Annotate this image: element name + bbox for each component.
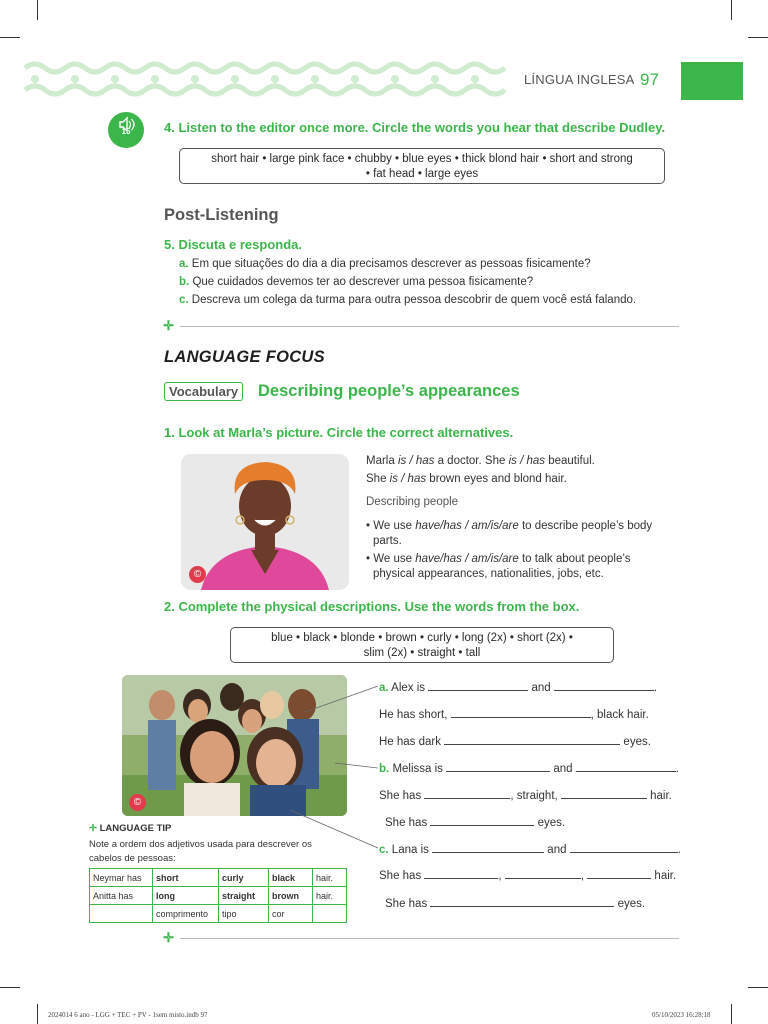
print-footer-right: 05/10/2023 16:28:18: [652, 1011, 711, 1019]
table-row: Anitta has long straight brown hair.: [90, 887, 347, 905]
audio-track-number: 15: [121, 127, 131, 136]
alt-choice[interactable]: is / has: [508, 455, 545, 467]
q5-item-b: b. Que cuidados devemos ter ao descrever uma pessoa fisicamente?: [179, 276, 534, 288]
q2-c-line-1: c. Lana is and .: [379, 841, 681, 856]
answer-blank[interactable]: [428, 679, 528, 691]
answer-blank[interactable]: [570, 841, 678, 853]
plus-icon: ✛: [163, 930, 174, 945]
language-tip-heading: ✛ LANGUAGE TIP: [89, 823, 172, 834]
answer-blank[interactable]: [430, 895, 614, 907]
table-row: comprimento tipo cor: [90, 905, 347, 923]
note-bullet: • We use have/has / am/is/are to describe people’s body: [366, 520, 653, 532]
alt-choice[interactable]: is / has: [397, 455, 435, 467]
q2-c-line-3: She has eyes.: [385, 895, 645, 910]
section-label: LÍNGUA INGLESA: [524, 72, 635, 87]
vocabulary-tag: Vocabulary: [164, 382, 243, 401]
answer-blank[interactable]: [432, 841, 544, 853]
q5-title: 5. Discuta e responda.: [164, 237, 302, 252]
alt-choice[interactable]: is / has: [389, 473, 427, 485]
q1-title: 1. Look at Marla’s picture. Circle the correct alternatives.: [164, 425, 514, 440]
answer-blank[interactable]: [576, 760, 676, 772]
note-bullet-cont: parts.: [373, 535, 402, 547]
describing-people-heading: Describing people: [366, 496, 459, 508]
q4-title: 4. Listen to the editor once more. Circle the words you hear that describe Dudley.: [164, 120, 666, 135]
q2-c-line-2: She has , , hair.: [379, 867, 676, 882]
table-row: Neymar has short curly black hair.: [90, 869, 347, 887]
answer-blank[interactable]: [554, 679, 654, 691]
q2-a-line-2: He has short, , black hair.: [379, 706, 649, 721]
word-box-line: slim (2x) • straight • tall: [363, 647, 481, 659]
q2-title: 2. Complete the physical descriptions. Use the words from the box.: [164, 599, 580, 614]
print-footer-left: 2024014 6 ano - LGG + TEC + PV - 1sem misto.indb 97: [48, 1011, 208, 1019]
answer-blank[interactable]: [430, 814, 534, 826]
answer-blank[interactable]: [424, 867, 498, 879]
answer-blank[interactable]: [451, 706, 591, 718]
q2-b-line-2: She has , straight, hair.: [379, 787, 672, 802]
q2-a-line-3: He has dark eyes.: [379, 733, 651, 748]
post-listening-heading: Post-Listening: [164, 206, 279, 224]
q2-b-line-3: She has eyes.: [385, 814, 565, 829]
copyright-badge: ©: [129, 794, 146, 811]
plus-icon: ✛: [89, 823, 97, 834]
answer-blank[interactable]: [444, 733, 620, 745]
divider: [180, 938, 679, 939]
word-box-line: blue • black • blonde • brown • curly • long (2x) • short (2x) •: [271, 632, 573, 644]
note-bullet-cont: physical appearances, nationalities, jobs, etc.: [373, 568, 604, 580]
note-bullet: • We use have/has / am/is/are to talk about people’s: [366, 553, 631, 565]
page-number: 97: [640, 70, 659, 89]
word-box-line: • fat head • large eyes: [365, 168, 479, 180]
word-box-line: short hair • large pink face • chubby • blue eyes • thick blond hair • short and strong: [211, 153, 633, 165]
vocabulary-title: Describing people’s appearances: [258, 382, 520, 400]
language-focus-heading: LANGUAGE FOCUS: [164, 348, 325, 366]
q1-sentence-1: Marla is / has a doctor. She is / has beautiful.: [366, 455, 595, 467]
language-tip-text: Note a ordem dos adjetivos usada para descrever os cabelos de pessoas:: [89, 839, 312, 864]
answer-blank[interactable]: [424, 787, 510, 799]
answer-blank[interactable]: [587, 867, 651, 879]
q2-b-line-1: b. Melissa is and .: [379, 760, 679, 775]
q5-item-c: c. Descreva um colega da turma para outra pessoa descobrir de quem você está falando.: [179, 294, 637, 306]
answer-blank[interactable]: [561, 787, 647, 799]
q2-a-line-1: a. Alex is and .: [379, 679, 657, 694]
language-tip-table: [89, 868, 347, 923]
copyright-badge: ©: [189, 566, 206, 583]
plus-icon: ✛: [163, 318, 174, 333]
q5-item-a: a. Em que situações do dia a dia precisamos descrever as pessoas fisicamente?: [179, 258, 591, 270]
answer-blank[interactable]: [505, 867, 581, 879]
q1-sentence-2: She is / has brown eyes and blond hair.: [366, 473, 567, 485]
answer-blank[interactable]: [446, 760, 550, 772]
